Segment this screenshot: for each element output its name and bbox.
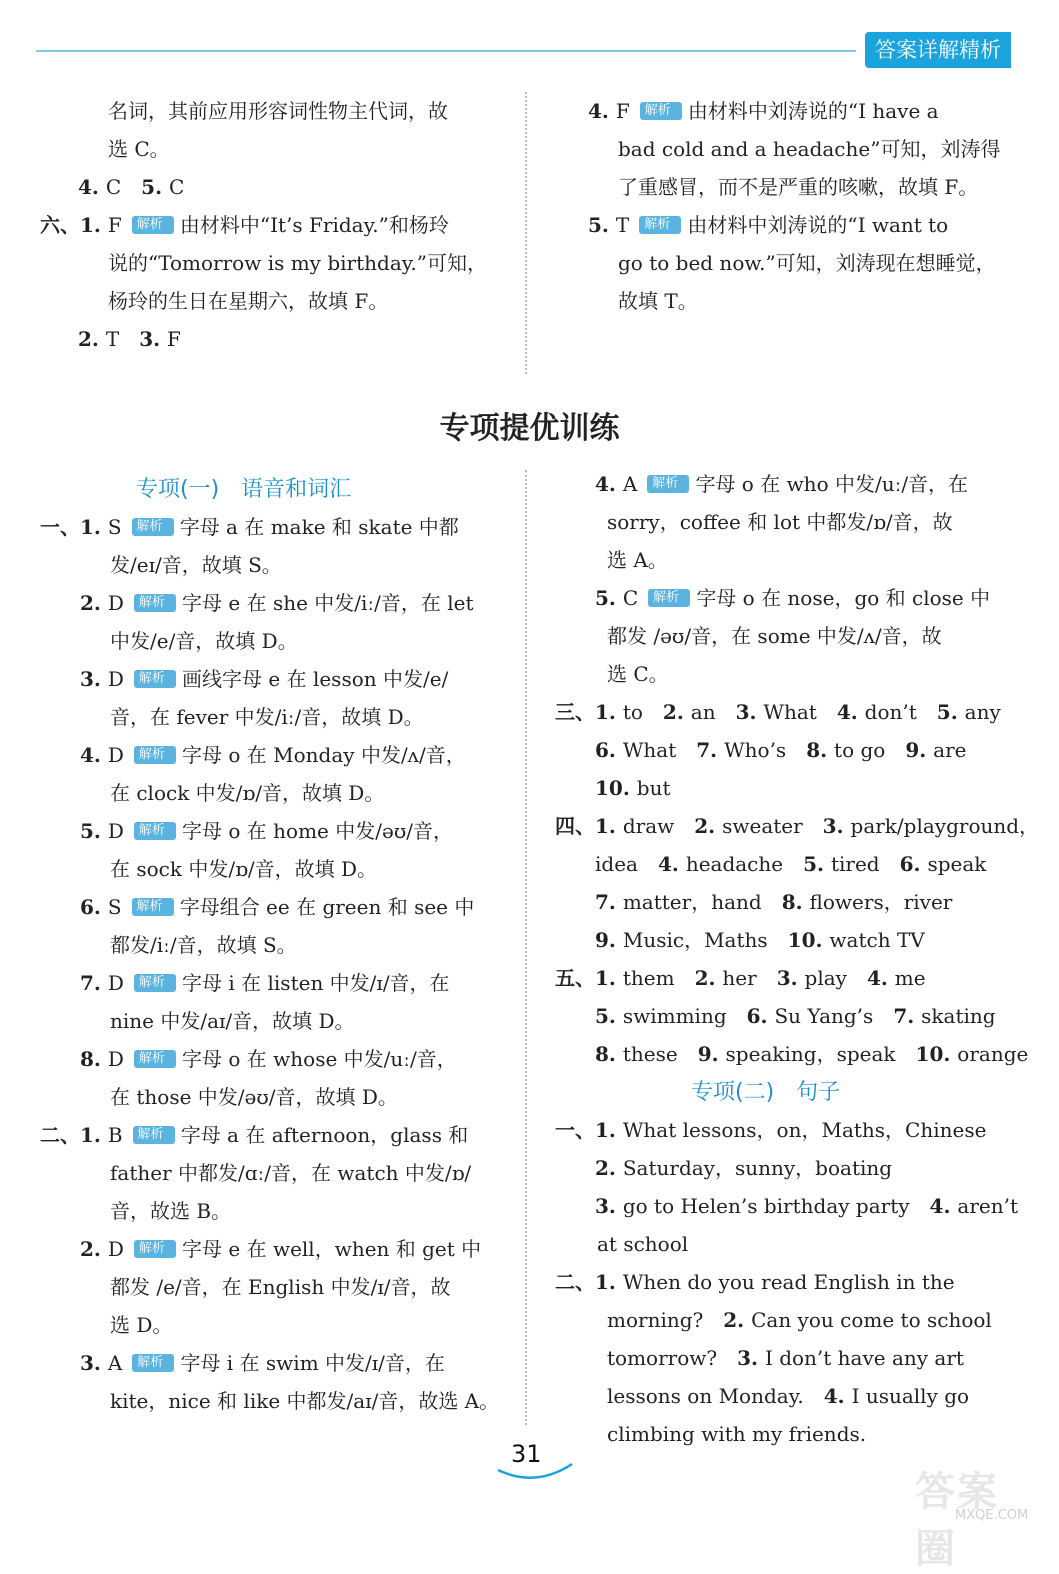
answer-line <box>555 1035 1029 1073</box>
answer-column-right <box>555 465 1040 1453</box>
answer-text: D <box>107 1237 124 1261</box>
item-number: 8. <box>806 738 835 762</box>
analysis-badge: 解析 · <box>134 1240 176 1258</box>
item-number: 4. <box>657 852 686 876</box>
answer-text: 音，故选 B。 <box>110 1199 232 1223</box>
answer-text: go to bed now.”可知，刘涛现在想睡觉， <box>618 251 996 275</box>
analysis-badge: 解析 · <box>132 898 174 916</box>
item-number: 五、1. <box>555 966 623 990</box>
answer-text: 字母 i 在 listen 中发/ɪ/音，在 <box>182 971 450 995</box>
analysis-badge: 解析 · <box>134 822 176 840</box>
answer-line <box>40 130 510 168</box>
answer-text: speaking，speak <box>725 1042 916 1066</box>
answer-text: tomorrow? <box>607 1346 738 1370</box>
answer-text: flowers，river <box>809 890 953 914</box>
answer-text: but <box>636 776 671 800</box>
item-number: 7. <box>595 890 623 914</box>
answer-text: 由材料中“It’s Friday.”和杨玲 <box>179 213 449 237</box>
section-title: 专项提优训练 <box>439 411 620 446</box>
answer-text: 了重感冒，而不是严重的咳嗽，故填 F。 <box>618 175 979 199</box>
answer-text: sweater <box>722 814 823 838</box>
answer-line <box>40 1154 510 1192</box>
item-number: 9. <box>595 928 623 952</box>
answer-line <box>555 883 1017 921</box>
answer-line <box>555 465 1017 503</box>
item-number: 3. <box>822 814 851 838</box>
column-divider-top <box>525 92 527 374</box>
answer-line <box>588 206 1012 244</box>
page-swoosh-icon <box>496 1462 576 1484</box>
item-number: 4. <box>78 175 106 199</box>
item-number: 6. <box>80 895 108 919</box>
item-number: 二、1. <box>555 1270 623 1294</box>
answer-text: 都发/iː/音，故填 S。 <box>110 933 297 957</box>
answer-line <box>588 282 1012 320</box>
answer-text: D <box>107 591 124 615</box>
answer-line <box>40 1078 510 1116</box>
answer-text: Who’s <box>724 738 807 762</box>
answer-line <box>40 698 510 736</box>
item-number: 3. <box>80 667 108 691</box>
item-number: 2. <box>595 1156 623 1180</box>
answer-text: 名词，其前应用形容词性物主代词，故 <box>108 99 448 123</box>
answer-line <box>588 244 1012 282</box>
answer-text: What lessons，on，Maths，Chinese <box>622 1118 987 1142</box>
answer-text: 都发 /əʊ/音，在 some 中发/ʌ/音，故 <box>607 624 942 648</box>
answer-line <box>40 622 510 660</box>
answer-text: 字母 o 在 Monday 中发/ʌ/音， <box>182 743 466 767</box>
answer-text: B <box>107 1123 123 1147</box>
answer-text: 字母 e 在 well，when 和 get 中 <box>182 1237 482 1261</box>
answer-text: them <box>622 966 695 990</box>
answer-text: I usually go <box>851 1384 970 1408</box>
item-number: 4. <box>595 472 623 496</box>
answer-text: D <box>107 743 124 767</box>
answer-text: idea <box>595 852 658 876</box>
analysis-badge: 解析 · <box>132 216 174 234</box>
item-number: 5. <box>936 700 965 724</box>
answer-text: draw <box>622 814 695 838</box>
watermark-text: 答案圈 <box>915 1469 999 1572</box>
answer-line <box>555 1225 1017 1263</box>
answer-text: me <box>894 966 926 990</box>
answer-text: D <box>107 819 124 843</box>
answer-text: 选 D。 <box>110 1313 173 1337</box>
answer-text: are <box>933 738 967 762</box>
answer-text: tired <box>830 852 900 876</box>
answer-text: go to Helen’s birthday party <box>622 1194 930 1218</box>
answer-text: S <box>107 515 122 539</box>
item-number: 5. <box>588 213 616 237</box>
answer-line <box>40 660 510 698</box>
item-number: 4. <box>80 743 108 767</box>
answer-text: 字母 a 在 afternoon，glass 和 <box>180 1123 469 1147</box>
subsection-title-text: 专项(一) 语音和词汇 <box>136 477 352 502</box>
answer-line <box>588 130 1012 168</box>
answer-line <box>555 1263 1017 1301</box>
item-number: 8. <box>595 1042 623 1066</box>
item-number: 二、1. <box>40 1123 108 1147</box>
answer-line <box>40 1192 510 1230</box>
subsection-title-text: 专项(二) 句子 <box>691 1080 841 1105</box>
item-number: 6. <box>899 852 928 876</box>
answer-text: 字母组合 ee 在 green 和 see 中 <box>179 895 475 919</box>
answer-line <box>588 92 1012 130</box>
answer-text: Saturday，sunny，boating <box>622 1156 893 1180</box>
item-number: 2. <box>662 700 691 724</box>
item-number: 10. <box>595 776 637 800</box>
answer-text: 字母 e 在 she 中发/iː/音，在 let <box>182 591 474 615</box>
answer-line <box>40 1268 510 1306</box>
answer-text: 选 C。 <box>108 137 170 161</box>
answer-line <box>555 617 1017 655</box>
answer-text: S <box>107 895 122 919</box>
answer-line <box>555 1415 1017 1453</box>
answer-text: speak <box>927 852 987 876</box>
header-tab: 答案详解精析 <box>865 32 1011 68</box>
answer-text: 字母 o 在 whose 中发/uː/音， <box>182 1047 457 1071</box>
answer-text: matter，hand <box>622 890 782 914</box>
item-number: 3. <box>80 1351 108 1375</box>
answer-line <box>555 1073 1017 1111</box>
item-number: 9. <box>905 738 934 762</box>
answer-line <box>555 503 1017 541</box>
answer-line <box>555 921 1017 959</box>
item-number: 7. <box>893 1004 922 1028</box>
answer-text: 在 those 中发/əʊ/音，故填 D。 <box>110 1085 398 1109</box>
answer-text: What <box>763 700 837 724</box>
answer-line <box>40 206 510 244</box>
answer-text: an <box>690 700 736 724</box>
answer-text: F <box>615 99 630 123</box>
item-number: 2. <box>80 591 108 615</box>
answer-line <box>40 92 510 130</box>
item-number: 6. <box>746 1004 775 1028</box>
answer-text: watch TV <box>829 928 925 952</box>
answer-text: C <box>169 175 185 199</box>
answer-text: T <box>615 213 630 237</box>
answer-line <box>555 959 1017 997</box>
analysis-badge: 解析 · <box>134 746 176 764</box>
answer-text: 字母 a 在 make 和 skate 中都 <box>179 515 459 539</box>
answer-text: skating <box>921 1004 996 1028</box>
analysis-badge: 解析 · <box>648 589 690 607</box>
answer-text: 在 clock 中发/ɒ/音，故填 D。 <box>110 781 385 805</box>
answer-line <box>40 1116 510 1154</box>
answer-text: lessons on Monday. <box>607 1384 824 1408</box>
answer-text: at school <box>597 1232 689 1256</box>
item-number: 3. <box>139 327 168 351</box>
answer-line <box>40 244 510 282</box>
item-number: 5. <box>595 1004 623 1028</box>
item-number: 3. <box>737 1346 765 1370</box>
answer-line <box>40 320 510 358</box>
analysis-badge: 解析 · <box>133 1126 175 1144</box>
answer-line <box>555 997 1017 1035</box>
item-number: 3. <box>595 1194 623 1218</box>
analysis-badge: 解析 · <box>132 1354 174 1372</box>
item-number: 5. <box>803 852 831 876</box>
item-number: 4. <box>929 1194 958 1218</box>
answer-text: C <box>622 586 639 610</box>
answer-text: climbing with my friends. <box>607 1422 867 1446</box>
column-divider-bottom <box>525 470 527 1425</box>
page-number: 31 <box>511 1440 542 1468</box>
item-number: 7. <box>696 738 725 762</box>
answer-text: father 中都发/ɑː/音，在 watch 中发/ɒ/ <box>110 1161 472 1185</box>
item-number: 10. <box>787 928 830 952</box>
answer-line <box>555 845 1017 883</box>
answer-line <box>40 1230 510 1268</box>
answer-text: 由材料中刘涛说的“I have a <box>687 99 939 123</box>
answer-text: F <box>167 327 181 351</box>
answer-text: 杨玲的生日在星期六，故填 F。 <box>108 289 389 313</box>
answer-line <box>40 168 510 206</box>
answer-line <box>555 541 1017 579</box>
answer-line <box>40 926 510 964</box>
answer-column-top-left <box>40 92 510 358</box>
subsection-title-1 <box>136 470 516 509</box>
answer-text: 字母 o 在 nose，go 和 close 中 <box>696 586 991 610</box>
answer-text: to go <box>834 738 906 762</box>
answer-text: What <box>622 738 697 762</box>
answer-line <box>40 736 510 774</box>
answer-line <box>40 850 510 888</box>
item-number: 4. <box>823 1384 852 1408</box>
answer-text: park/playground， <box>850 814 1040 838</box>
answer-text: these <box>622 1042 698 1066</box>
answer-column-left <box>40 508 510 1420</box>
answer-text: 选 A。 <box>607 548 668 572</box>
answer-line <box>555 1149 1017 1187</box>
item-number: 4. <box>588 99 616 123</box>
item-number: 8. <box>80 1047 108 1071</box>
answer-line <box>555 731 1017 769</box>
answer-text: Can you come to school <box>751 1308 992 1332</box>
item-number: 2. <box>723 1308 752 1332</box>
answer-line <box>40 1344 510 1382</box>
answer-text: 字母 o 在 home 中发/əʊ/音， <box>182 819 453 843</box>
analysis-badge: 解析 · <box>132 518 174 536</box>
item-number: 8. <box>781 890 810 914</box>
item-number: 2. <box>78 327 106 351</box>
answer-text: D <box>107 1047 124 1071</box>
answer-text: Su Yang’s <box>774 1004 894 1028</box>
answer-line <box>555 769 1017 807</box>
item-number: 10. <box>915 1042 958 1066</box>
answer-text: aren’t <box>957 1194 1018 1218</box>
answer-text: 说的“Tomorrow is my birthday.”可知， <box>108 251 487 275</box>
answer-text: kite，nice 和 like 中都发/aɪ/音，故选 A。 <box>110 1389 500 1413</box>
answer-line <box>40 584 510 622</box>
answer-text: bad cold and a headache”可知，刘涛得 <box>618 137 1001 161</box>
answer-line <box>40 964 510 1002</box>
answer-line <box>40 1382 510 1420</box>
item-number: 5. <box>141 175 169 199</box>
answer-text: play <box>804 966 867 990</box>
answer-text: don’t <box>864 700 937 724</box>
analysis-badge: 解析 · <box>647 475 689 493</box>
item-number: 7. <box>80 971 108 995</box>
answer-column-top-right <box>588 92 1012 320</box>
answer-text: D <box>107 667 124 691</box>
item-number: 4. <box>836 700 865 724</box>
answer-text: T <box>105 327 140 351</box>
answer-text: 画线字母 e 在 lesson 中发/e/ <box>182 667 449 691</box>
answer-line <box>40 812 510 850</box>
answer-line <box>555 1377 1017 1415</box>
analysis-badge: 解析 · <box>134 1050 176 1068</box>
answer-text: When do you read English in the <box>622 1270 955 1294</box>
answer-text: 都发 /e/音，在 English 中发/ɪ/音，故 <box>110 1275 451 1299</box>
answer-text: orange <box>957 1042 1029 1066</box>
answer-line <box>588 168 1012 206</box>
answer-text: her <box>722 966 777 990</box>
answer-text: 故填 T。 <box>618 289 698 313</box>
answer-line <box>40 546 510 584</box>
analysis-badge: 解析 · <box>639 216 681 234</box>
item-number: 5. <box>80 819 108 843</box>
item-number: 三、1. <box>555 700 623 724</box>
answer-text: headache <box>685 852 804 876</box>
item-number: 3. <box>735 700 764 724</box>
answer-text: 音，在 fever 中发/iː/音，故填 D。 <box>110 705 424 729</box>
answer-line <box>40 1040 510 1078</box>
answer-text: C <box>105 175 142 199</box>
answer-line <box>555 1301 1017 1339</box>
item-number: 4. <box>866 966 895 990</box>
answer-line <box>555 807 1040 845</box>
item-number: 5. <box>595 586 623 610</box>
answer-text: to <box>622 700 663 724</box>
item-number: 6. <box>595 738 623 762</box>
item-number: 9. <box>697 1042 726 1066</box>
answer-line <box>555 655 1017 693</box>
watermark-url: MXQE.COM <box>955 1508 1029 1523</box>
item-number: 2. <box>694 966 723 990</box>
item-number: 一、1. <box>555 1118 623 1142</box>
item-number: 四、1. <box>555 814 623 838</box>
answer-line <box>40 888 510 926</box>
item-number: 一、1. <box>40 515 108 539</box>
watermark-logo <box>915 1460 1035 1572</box>
answer-text: 由材料中刘涛说的“I want to <box>687 213 949 237</box>
item-number: 2. <box>694 814 723 838</box>
answer-line <box>555 1187 1017 1225</box>
answer-line <box>40 774 510 812</box>
answer-text: 字母 o 在 who 中发/uː/音，在 <box>695 472 969 496</box>
header-rule <box>36 50 856 52</box>
answer-text: swimming <box>622 1004 747 1028</box>
item-number: 六、1. <box>40 213 108 237</box>
answer-text: A <box>107 1351 123 1375</box>
answer-text: I don’t have any art <box>764 1346 964 1370</box>
answer-line <box>555 693 1017 731</box>
answer-text: nine 中发/aɪ/音，故填 D。 <box>110 1009 355 1033</box>
item-number: 2. <box>80 1237 108 1261</box>
answer-text: F <box>107 213 122 237</box>
analysis-badge: 解析 · <box>134 670 176 688</box>
answer-text: A <box>622 472 638 496</box>
answer-text: 字母 i 在 swim 中发/ɪ/音，在 <box>180 1351 445 1375</box>
answer-text: 中发/e/音，故填 D。 <box>110 629 298 653</box>
answer-text: 在 sock 中发/ɒ/音，故填 D。 <box>110 857 378 881</box>
answer-text: D <box>107 971 124 995</box>
answer-line <box>555 1111 1017 1149</box>
answer-text: Music，Maths <box>622 928 788 952</box>
item-number: 3. <box>776 966 805 990</box>
answer-text: morning? <box>607 1308 724 1332</box>
answer-text: 发/eɪ/音，故填 S。 <box>110 553 282 577</box>
analysis-badge: 解析 · <box>640 102 682 120</box>
answer-text: any <box>964 700 1001 724</box>
answer-text: 选 C。 <box>607 662 669 686</box>
analysis-badge: 解析 · <box>134 594 176 612</box>
answer-line <box>40 508 510 546</box>
answer-text: sorry，coffee 和 lot 中都发/ɒ/音，故 <box>607 510 953 534</box>
answer-line <box>40 1306 510 1344</box>
answer-line <box>555 579 1017 617</box>
answer-line <box>40 282 510 320</box>
analysis-badge: 解析 · <box>134 974 176 992</box>
answer-line <box>555 1339 1017 1377</box>
answer-line <box>40 1002 510 1040</box>
